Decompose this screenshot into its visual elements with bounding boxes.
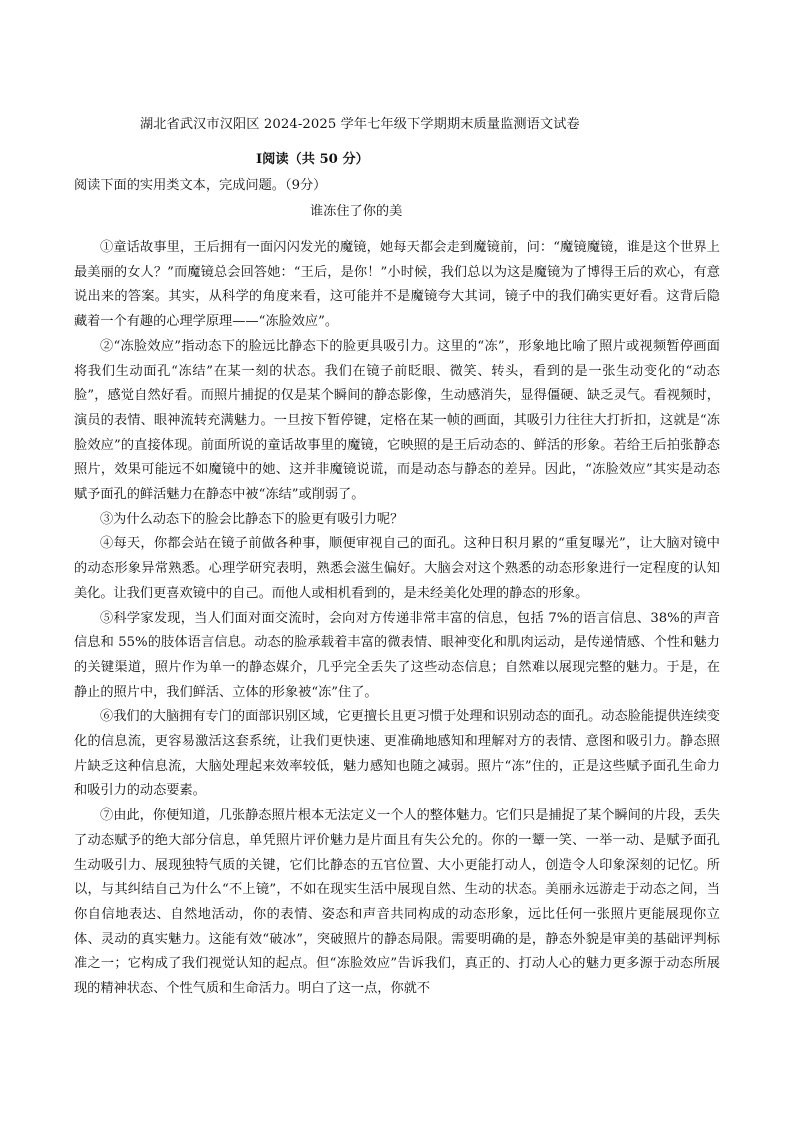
question-instruction: 阅读下面的实用类文本，完成问题。（9分） (74, 178, 327, 193)
article-body (74, 236, 720, 1002)
paragraph-7: ⑦由此，你便知道，几张静态照片根本无法定义一个人的整体魅力。它们只是捕捉了某个瞬间的片段，丢失了动态赋予的绝大部分信息，单凭照片评价魅力是片面且有失公允的。你的一颦一笑、一举一动、是赋予面孔生动吸引力、展现独特气质的关键，它们比静态的五官位置、大小更能打动人，创造令人印象深刻的记忆。所以，与其纠结自己为什么“不上镜”，不如在现实生活中展现自然、生动的状态。美丽永远游走于动态之间，当你自信地表达、自然地活动，你的表情、姿态和声音共同构成的动态形象，远比任何一张照片更能展现你立体、灵动的真实魅力。这能有效“破冰”，突破照片的静态局限。需要明确的是，静态外貌是审美的基础评判标准之一；它构成了我们视觉认知的起点。但“冻脸效应”告诉我们，真正的、打动人心的魅力更多源于动态所展现的精神状态、个性气质和生命活力。明白了这一点，你就不 (74, 808, 720, 997)
paragraph-4: ④每天，你都会站在镜子前做各种事，顺便审视自己的面孔。这种日积月累的“重复曝光”，让大脑对镜中的动态形象异常熟悉。心理学研究表明，熟悉会滋生偏好。大脑会对这个熟悉的动态形象进行一定程度的认知美化。让我们更喜欢镜中的自己。而他人或相机看到的，是未经美化处理的静态的形象。 (74, 536, 720, 601)
paragraph-5: ⑤科学家发现，当人们面对面交流时，会向对方传递非常丰富的信息，包括 7%的语言信息、38%的声音信息和 55%的肢体语言信息。动态的脸承载着丰富的微表情、眼神变化和肌肉运动，是传递情感、个性和魅力的关键渠道，照片作为单一的静态媒介，几乎完全丢失了这些动态信息；自然难以展现完整的魅力。于是，在静止的照片中，我们鲜活、立体的形象被“冻”住了。 (74, 610, 720, 700)
exam-title: 湖北省武汉市汉阳区 2024-2025 学年七年级下学期期末质量监测语文试卷 (140, 117, 580, 132)
paragraph-2: ②“冻脸效应”指动态下的脸远比静态下的脸更具吸引力。这里的“冻”，形象地比喻了照片或视频暂停画面将我们生动面孔“冻结”在某一刻的状态。我们在镜子前眨眼、微笑、转头，看到的是一张生动变化的“动态脸”，感觉自然好看。而照片捕捉的仅是某个瞬间的静态影像，生动感消失，显得僵硬、缺乏灵气。看视频时，演员的表情、眼神流转充满魅力。一旦按下暂停键，定格在某一帧的画面，其吸引力往往大打折扣，这就是“冻脸效应”的直接体现。前面所说的童话故事里的魔镜，它映照的是王后动态的、鲜活的形象。若给王后拍张静态照片，效果可能远不如魔镜中的她、这并非魔镜说谎，而是动态与静态的差异。因此，“冻脸效应”其实是动态赋予面孔的鲜活魅力在静态中被“冻结”或削弱了。 (74, 338, 720, 503)
paragraph-3: ③为什么动态下的脸会比静态下的脸更有吸引力呢？ (100, 511, 404, 527)
section-heading: Ⅰ阅读（共 50 分） (256, 152, 369, 167)
paragraph-6: ⑥我们的大脑拥有专门的面部识别区域，它更擅长且更习惯于处理和识别动态的面孔。动态脸能提供连续变化的信息流，更容易激活这套系统，让我们更快速、更准确地感知和理解对方的表情、意图和吸引力。静态照片缺乏这种信息流，大脑处理起来效率较低，魅力感知也随之减弱。照片“冻”住的，正是这些赋予面孔生命力和吸引力的动态要素。 (74, 709, 720, 799)
article-title: 谁冻住了你的美 (310, 204, 403, 219)
paragraph-1: ①童话故事里，王后拥有一面闪闪发光的魔镜，她每天都会走到魔镜前，问：“魔镜魔镜，谁是这个世界上最美丽的女人？”而魔镜总会回答她：“王后，是你！”小时候，我们总以为这是魔镜为了博得王后的欢心，有意说出来的答案。其实，从科学的角度来看，这可能并不是魔镜夸大其词，镜子中的我们确实更好看。这背后隐藏着一个有趣的心理学原理——“冻脸效应”。 (74, 240, 720, 330)
